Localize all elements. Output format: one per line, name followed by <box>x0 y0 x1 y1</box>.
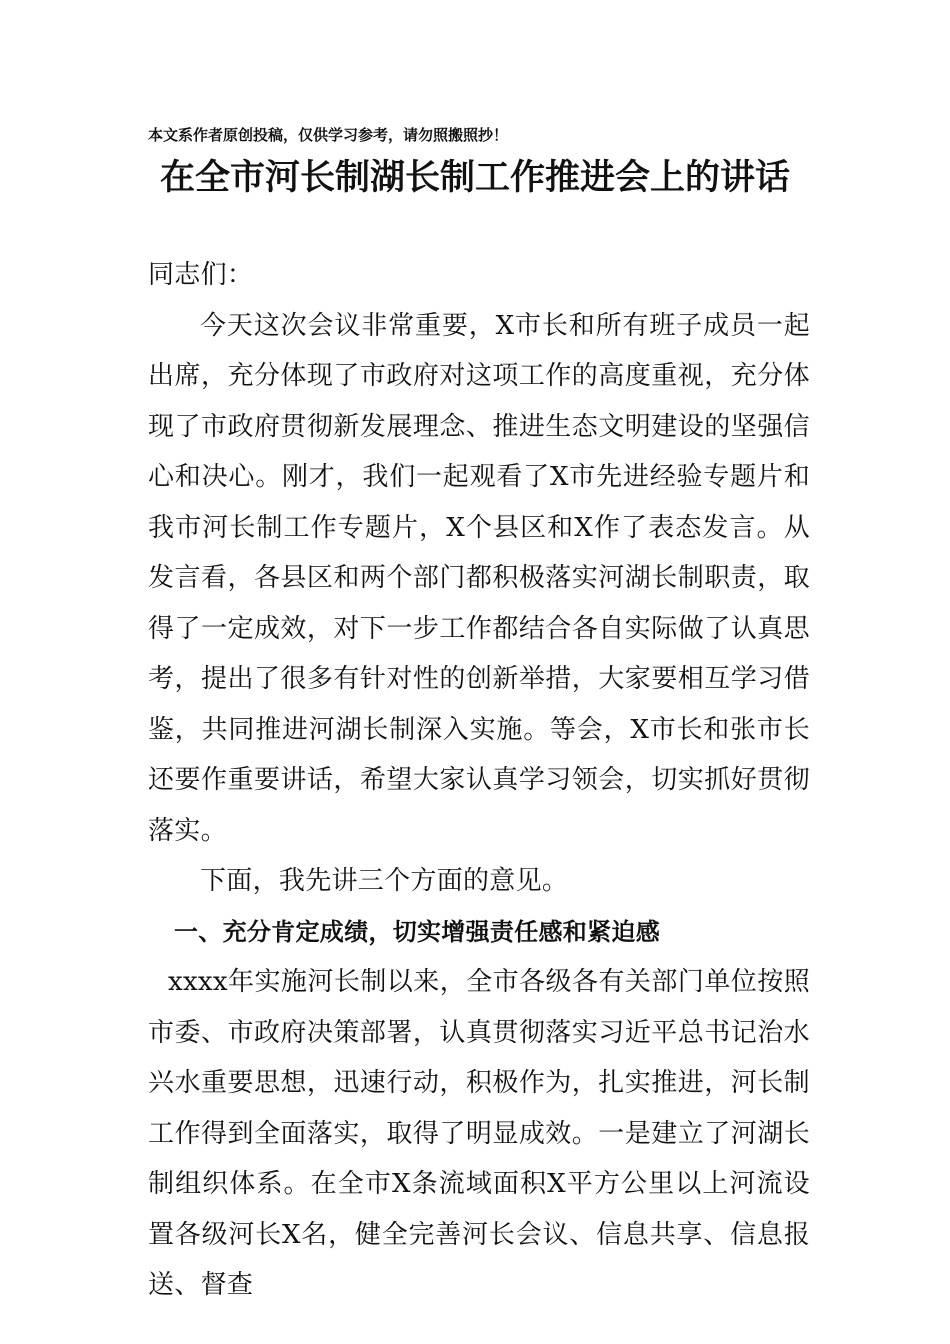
salutation: 同志们： <box>148 260 254 290</box>
section-paragraph <box>148 957 810 1311</box>
copyright-notice: 本文系作者原创投稿，仅供学习参考，请勿照搬照抄！ <box>148 126 509 144</box>
section-heading: 一、充分肯定成绩，切实增强责任感和紧迫感 <box>174 917 660 946</box>
section-text-after: 在全市X条流域面积X平方公里以上河流设置各级河长X名，健全完善河长会议、信息共享、信息报送、督查 <box>148 1169 810 1300</box>
section-emphasis: 一是建立了河湖长制组织体系。 <box>148 1118 810 1199</box>
outline-paragraph: 下面，我先讲三个方面的意见。 <box>200 866 569 896</box>
section-text-before: xxxx年实施河长制以来，全市各级各有关部门单位按照市委、市政府决策部署，认真贯彻落实习近平总书记治水兴水重要思想，迅速行动，积极作为，扎实推进，河长制工作得到全面落实，取得了明显成效。 <box>148 967 810 1149</box>
intro-paragraph: 今天这次会议非常重要，X市长和所有班子成员一起出席，充分体现了市政府对这项工作的高度重视，充分体现了市政府贯彻新发展理念、推进生态文明建设的坚强信心和决心。刚才，我们一起观看了X市先进经验专题片和我市河长制工作专题片，X个县区和X作了表态发言。从发言看，各县区和两个部门都积极落实河湖长制职责，取得了一定成效，对下一步工作都结合各自实际做了认真思考，提出了很多有针对性的创新举措，大家要相互学习借鉴，共同推进河湖长制深入实施。等会，X市长和张市长还要作重要讲话，希望大家认真学习领会，切实抓好贯彻落实。 <box>148 310 810 846</box>
document-body <box>148 250 810 1311</box>
document-title: 在全市河长制湖长制工作推进会上的讲话 <box>159 157 790 198</box>
